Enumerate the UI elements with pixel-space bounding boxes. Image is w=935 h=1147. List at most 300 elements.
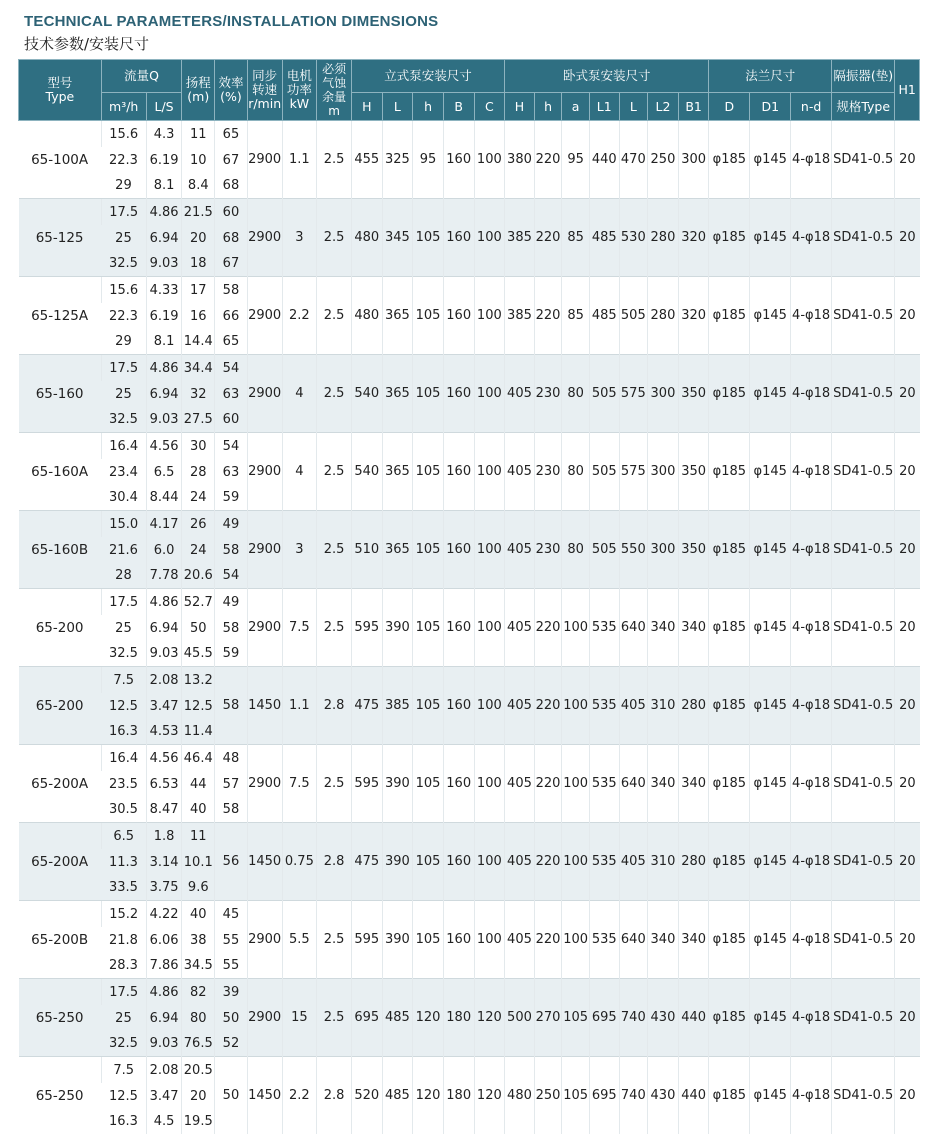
cell-horizontal-dim: 695 (589, 979, 619, 1057)
cell-flow-m3: 15.6 (101, 277, 146, 304)
cell-flow-m3: 32.5 (108, 646, 138, 661)
cell-head: 11 (182, 823, 215, 850)
cell-efficiency: 60 (215, 407, 248, 433)
cell-horizontal-dim: 220 (534, 823, 562, 901)
cell-horizontal-dim: 485 (589, 277, 619, 355)
cell-power: 2.2 (282, 1057, 317, 1135)
cell-flow-m3: 15.0 (101, 511, 146, 538)
cell-horizontal-dim: 485 (589, 199, 619, 277)
cell-head: 46.4 (182, 745, 215, 772)
cell-horizontal-dim: 505 (619, 277, 648, 355)
cell-flange-dim: 4-φ18 (791, 433, 832, 511)
cell-h1: 20 (895, 433, 920, 511)
cell-flow-m3: 32.5 (101, 1031, 146, 1057)
header-head: 扬程 (m) (182, 60, 215, 121)
cell-vertical-dim: 105 (413, 355, 444, 433)
cell-horizontal-dim: 405 (505, 433, 535, 511)
cell-vertical-dim: 100 (474, 589, 505, 667)
cell-vertical-dim: 160 (443, 121, 474, 199)
cell-flow-m3: 12.5 (108, 1088, 138, 1104)
table-row (19, 433, 920, 460)
cell-flange-dim: φ185 (709, 1057, 750, 1135)
cell-flange-dim: φ185 (709, 355, 750, 433)
cell-speed: 2900 (247, 355, 282, 433)
cell-flow-ls: 6.06 (146, 927, 182, 953)
cell-vertical-dim: 160 (443, 433, 474, 511)
cell-horizontal-dim: 500 (505, 979, 535, 1057)
cell-flow-ls: 9.03 (146, 407, 182, 433)
cell-flange-dim: φ145 (750, 433, 791, 511)
cell-npsh: 2.5 (317, 277, 352, 355)
header-h-col: a (562, 93, 590, 121)
cell-horizontal-dim: 220 (534, 121, 562, 199)
cell-horizontal-dim: 740 (619, 979, 648, 1057)
header-v-col: B (443, 93, 474, 121)
cell-horizontal-dim: 405 (505, 745, 535, 823)
cell-flange-dim: φ145 (750, 121, 791, 199)
cell-horizontal-dim: 95 (562, 121, 590, 199)
cell-efficiency: 39 (215, 979, 248, 1006)
cell-vertical-dim: 345 (382, 199, 413, 277)
cell-flow-ls: 8.1 (146, 329, 182, 355)
cell-flow-ls: 7.78 (146, 563, 182, 589)
table-row (19, 589, 920, 616)
cell-flow-m3: 17.5 (101, 355, 146, 382)
header-h-col: h (534, 93, 562, 121)
cell-vertical-dim: 160 (443, 199, 474, 277)
cell-horizontal-dim: 100 (562, 901, 590, 979)
cell-vertical-dim: 390 (382, 745, 413, 823)
cell-vertical-dim: 160 (443, 277, 474, 355)
table-body (19, 121, 920, 1135)
cell-horizontal-dim: 535 (589, 589, 619, 667)
cell-npsh: 2.5 (317, 433, 352, 511)
title-english: TECHNICAL PARAMETERS/INSTALLATION DIMENSIONS (24, 13, 439, 30)
cell-flange-dim: φ185 (709, 433, 750, 511)
cell-horizontal-dim: 535 (589, 901, 619, 979)
cell-flow-ls: 4.22 (146, 901, 182, 928)
cell-npsh: 2.5 (317, 121, 352, 199)
cell-horizontal-dim: 405 (505, 511, 535, 589)
cell-efficiency: 60 (215, 199, 248, 226)
cell-horizontal-dim: 430 (648, 979, 679, 1057)
cell-efficiency: 58 (215, 277, 248, 304)
cell-efficiency: 68 (215, 225, 248, 251)
cell-horizontal-dim: 350 (678, 433, 709, 511)
cell-vertical-dim: 485 (382, 1057, 413, 1135)
header-v-col: C (474, 93, 505, 121)
cell-flow-m3: 16.3 (108, 1114, 138, 1129)
cell-vertical-dim: 105 (413, 199, 444, 277)
cell-vertical-dim: 100 (474, 823, 505, 901)
cell-horizontal-dim: 80 (562, 511, 590, 589)
cell-horizontal-dim: 280 (648, 277, 679, 355)
cell-horizontal-dim: 220 (534, 199, 562, 277)
cell-vertical-dim: 100 (474, 433, 505, 511)
cell-flange-dim: φ145 (750, 199, 791, 277)
cell-horizontal-dim: 340 (648, 901, 679, 979)
cell-vertical-dim: 180 (443, 979, 474, 1057)
cell-efficiency: 55 (215, 953, 248, 979)
cell-isolator: SD41-0.5 (832, 121, 895, 199)
cell-flow-m3: 32.5 (101, 407, 146, 433)
cell-vertical-dim: 475 (351, 823, 382, 901)
cell-flow-m3: 25 (115, 620, 132, 636)
cell-horizontal-dim: 740 (619, 1057, 648, 1135)
cell-vertical-dim: 100 (474, 355, 505, 433)
cell-vertical-dim: 100 (474, 745, 505, 823)
cell-flange-dim: φ145 (750, 277, 791, 355)
header-h1: H1 (895, 60, 920, 121)
cell-flange-dim: 4-φ18 (791, 121, 832, 199)
cell-npsh: 2.5 (317, 199, 352, 277)
cell-flow-m3: 12.5 (101, 693, 146, 719)
header-v-col: h (413, 93, 444, 121)
cell-h1: 20 (895, 979, 920, 1057)
table-row (19, 745, 920, 772)
cell-horizontal-dim: 505 (589, 355, 619, 433)
cell-h1: 20 (895, 823, 920, 901)
cell-isolator: SD41-0.5 (832, 433, 895, 511)
cell-flange-dim: 4-φ18 (791, 277, 832, 355)
header-isolator: 隔振器(垫) (832, 60, 895, 93)
cell-flow-ls: 6.5 (146, 459, 182, 485)
table-row (19, 511, 920, 538)
cell-horizontal-dim: 530 (619, 199, 648, 277)
cell-flow-m3: 15.2 (101, 901, 146, 928)
cell-power: 5.5 (282, 901, 317, 979)
cell-flow-m3: 25 (101, 1005, 146, 1031)
cell-vertical-dim: 120 (413, 979, 444, 1057)
cell-efficiency: 50 (215, 1057, 248, 1135)
cell-vertical-dim: 120 (474, 1057, 505, 1135)
cell-isolator: SD41-0.5 (832, 823, 895, 901)
cell-flow-m3: 17.5 (101, 199, 146, 226)
cell-flange-dim: φ185 (709, 979, 750, 1057)
cell-flange-dim: φ185 (709, 277, 750, 355)
cell-flange-dim: 4-φ18 (791, 1057, 832, 1135)
cell-head: 82 (182, 979, 215, 1006)
cell-head: 11 (182, 121, 215, 148)
cell-speed: 2900 (247, 199, 282, 277)
header-f-col: D1 (750, 93, 791, 121)
cell-vertical-dim: 365 (382, 355, 413, 433)
cell-vertical-dim: 105 (413, 901, 444, 979)
cell-flow-ls: 9.03 (146, 251, 182, 277)
header-flange-dimensions: 法兰尺寸 (709, 60, 832, 93)
cell-flow-m3: 21.6 (101, 537, 146, 563)
cell-flow-ls: 4.56 (146, 433, 182, 460)
cell-horizontal-dim: 340 (678, 589, 709, 667)
cell-vertical-dim: 160 (443, 823, 474, 901)
cell-efficiency: 67 (215, 147, 248, 173)
header-f-col: n-d (791, 93, 832, 121)
cell-head: 8.4 (182, 173, 215, 199)
cell-flow-ls: 4.17 (146, 511, 182, 538)
cell-horizontal-dim: 405 (505, 901, 535, 979)
cell-horizontal-dim: 230 (534, 433, 562, 511)
cell-horizontal-dim: 80 (562, 433, 590, 511)
cell-flange-dim: 4-φ18 (791, 199, 832, 277)
cell-power: 15 (282, 979, 317, 1057)
cell-flow-ls: 4.56 (146, 745, 182, 772)
cell-flow-ls: 6.94 (146, 225, 182, 251)
cell-vertical-dim: 390 (382, 823, 413, 901)
cell-speed: 2900 (247, 121, 282, 199)
cell-head: 34.5 (182, 953, 215, 979)
cell-h1: 20 (895, 667, 920, 745)
cell-horizontal-dim: 340 (648, 589, 679, 667)
cell-h1: 20 (895, 745, 920, 823)
cell-h1: 20 (895, 121, 920, 199)
cell-vertical-dim: 105 (413, 511, 444, 589)
cell-type: 65-160B (19, 511, 102, 589)
cell-type: 65-100A (19, 121, 102, 199)
cell-flange-dim: φ145 (750, 667, 791, 745)
header-h-col: L2 (648, 93, 679, 121)
cell-horizontal-dim: 440 (678, 979, 709, 1057)
cell-head: 80 (182, 1005, 215, 1031)
cell-flow-ls: 2.08 (146, 667, 182, 694)
cell-npsh: 2.5 (317, 901, 352, 979)
cell-flow-m3: 25 (101, 381, 146, 407)
cell-speed: 2900 (247, 589, 282, 667)
table-row (19, 901, 920, 928)
cell-horizontal-dim: 430 (648, 1057, 679, 1135)
cell-vertical-dim: 160 (443, 355, 474, 433)
cell-head: 34.4 (182, 355, 215, 382)
cell-vertical-dim: 390 (382, 901, 413, 979)
header-speed: 同步 转速 r/min (247, 60, 282, 121)
cell-horizontal-dim: 300 (678, 121, 709, 199)
cell-power: 4 (282, 355, 317, 433)
cell-efficiency: 63 (215, 459, 248, 485)
cell-vertical-dim: 385 (382, 667, 413, 745)
cell-vertical-dim: 365 (382, 277, 413, 355)
cell-head: 52.7 (182, 589, 215, 616)
cell-type: 65-200B (19, 901, 102, 979)
cell-type: 65-200A (19, 745, 102, 823)
table-row (19, 823, 920, 850)
cell-head: 20.5 (182, 1057, 215, 1084)
cell-npsh: 2.5 (317, 745, 352, 823)
cell-horizontal-dim: 280 (678, 667, 709, 745)
cell-isolator: SD41-0.5 (832, 511, 895, 589)
cell-npsh: 2.8 (317, 823, 352, 901)
cell-flow-m3: 17.5 (101, 979, 146, 1006)
cell-flow-m3: 28 (101, 563, 146, 589)
cell-efficiency: 59 (215, 485, 248, 511)
cell-horizontal-dim: 575 (619, 433, 648, 511)
cell-head: 13.2 (182, 667, 215, 694)
header-type: 型号 Type (19, 60, 102, 121)
header-horizontal-dimensions: 卧式泵安装尺寸 (505, 60, 709, 93)
cell-horizontal-dim: 280 (678, 823, 709, 901)
cell-speed: 1450 (247, 1057, 282, 1135)
cell-horizontal-dim: 405 (619, 667, 648, 745)
cell-vertical-dim: 365 (382, 511, 413, 589)
cell-flange-dim: 4-φ18 (791, 511, 832, 589)
cell-power: 1.1 (282, 667, 317, 745)
cell-npsh: 2.5 (317, 589, 352, 667)
cell-horizontal-dim: 405 (505, 589, 535, 667)
cell-head: 76.5 (182, 1031, 215, 1057)
cell-vertical-dim: 105 (413, 433, 444, 511)
cell-isolator: SD41-0.5 (832, 901, 895, 979)
cell-horizontal-dim: 340 (678, 745, 709, 823)
cell-horizontal-dim: 220 (534, 667, 562, 745)
cell-horizontal-dim: 250 (534, 1057, 562, 1135)
cell-head: 10.1 (182, 849, 215, 875)
cell-horizontal-dim: 405 (505, 823, 535, 901)
cell-horizontal-dim: 310 (648, 667, 679, 745)
cell-flow-m3: 21.8 (108, 932, 138, 948)
cell-flange-dim: φ185 (709, 589, 750, 667)
cell-flow-m3: 16.3 (101, 719, 146, 745)
cell-flow-m3: 7.5 (101, 667, 146, 694)
cell-type: 65-160A (19, 433, 102, 511)
cell-efficiency: 45 (215, 901, 248, 928)
cell-h1: 20 (895, 589, 920, 667)
cell-vertical-dim: 160 (443, 901, 474, 979)
cell-efficiency: 54 (215, 355, 248, 382)
title-chinese: 技术参数/安装尺寸 (24, 35, 150, 53)
cell-flow-m3: 22.3 (108, 152, 138, 168)
cell-flow-m3: 17.5 (101, 589, 146, 616)
cell-flow-m3: 32.5 (101, 251, 146, 277)
cell-flow-m3: 23.4 (108, 464, 138, 480)
table-row (19, 121, 920, 148)
cell-flange-dim: φ145 (750, 589, 791, 667)
cell-horizontal-dim: 340 (648, 745, 679, 823)
cell-flow-m3: 29 (115, 178, 132, 193)
cell-horizontal-dim: 505 (589, 511, 619, 589)
cell-horizontal-dim: 440 (678, 1057, 709, 1135)
cell-horizontal-dim: 535 (589, 667, 619, 745)
cell-efficiency: 56 (215, 823, 248, 901)
header-flow-m3h: m³/h (101, 93, 146, 121)
cell-vertical-dim: 595 (351, 745, 382, 823)
header-isolator-type: 规格Type (832, 93, 895, 121)
cell-flow-m3: 15.6 (101, 121, 146, 148)
cell-flange-dim: 4-φ18 (791, 589, 832, 667)
cell-vertical-dim: 120 (413, 1057, 444, 1135)
cell-vertical-dim: 105 (413, 667, 444, 745)
cell-horizontal-dim: 85 (562, 277, 590, 355)
cell-horizontal-dim: 470 (619, 121, 648, 199)
cell-horizontal-dim: 535 (589, 823, 619, 901)
cell-flow-m3: 30.5 (108, 802, 138, 817)
cell-horizontal-dim: 380 (505, 121, 535, 199)
table-row (19, 355, 920, 382)
cell-flow-ls: 3.75 (146, 875, 182, 901)
cell-h1: 20 (895, 901, 920, 979)
cell-npsh: 2.5 (317, 355, 352, 433)
cell-flow-ls: 8.44 (146, 485, 182, 511)
table-row (19, 1057, 920, 1084)
cell-speed: 2900 (247, 745, 282, 823)
cell-horizontal-dim: 320 (678, 277, 709, 355)
cell-flow-m3: 7.5 (101, 1057, 146, 1084)
cell-horizontal-dim: 340 (678, 901, 709, 979)
cell-vertical-dim: 160 (443, 745, 474, 823)
cell-vertical-dim: 100 (474, 199, 505, 277)
cell-flow-m3: 6.5 (101, 823, 146, 850)
cell-efficiency: 67 (215, 251, 248, 277)
cell-flange-dim: φ185 (709, 745, 750, 823)
cell-power: 0.75 (282, 823, 317, 901)
cell-flow-ls: 4.86 (146, 355, 182, 382)
cell-flow-ls: 3.14 (146, 849, 182, 875)
cell-flange-dim: φ145 (750, 979, 791, 1057)
cell-speed: 2900 (247, 277, 282, 355)
cell-horizontal-dim: 220 (534, 277, 562, 355)
cell-head: 18 (182, 251, 215, 277)
cell-flow-ls: 1.8 (146, 823, 182, 850)
cell-efficiency: 68 (215, 173, 248, 199)
cell-head: 40 (182, 797, 215, 823)
cell-h1: 20 (895, 277, 920, 355)
cell-vertical-dim: 100 (474, 121, 505, 199)
table-row (19, 667, 920, 694)
cell-head: 12.5 (182, 693, 215, 719)
header-f-col: D (709, 93, 750, 121)
cell-efficiency: 54 (215, 563, 248, 589)
cell-flow-ls: 7.86 (146, 953, 182, 979)
cell-vertical-dim: 100 (474, 901, 505, 979)
cell-vertical-dim: 595 (351, 589, 382, 667)
cell-flange-dim: 4-φ18 (791, 979, 832, 1057)
cell-head: 17 (182, 277, 215, 304)
cell-flow-ls: 6.19 (146, 303, 182, 329)
cell-flange-dim: φ145 (750, 355, 791, 433)
cell-head: 32 (182, 381, 215, 407)
cell-npsh: 2.5 (317, 979, 352, 1057)
cell-horizontal-dim: 250 (648, 121, 679, 199)
cell-efficiency: 58 (215, 537, 248, 563)
cell-type: 65-250 (19, 979, 102, 1057)
cell-flow-ls: 4.86 (146, 589, 182, 616)
cell-head: 28 (182, 459, 215, 485)
cell-vertical-dim: 105 (413, 823, 444, 901)
cell-speed: 1450 (247, 823, 282, 901)
cell-efficiency: 58 (215, 797, 248, 823)
cell-vertical-dim: 105 (413, 589, 444, 667)
cell-horizontal-dim: 350 (678, 511, 709, 589)
cell-horizontal-dim: 220 (534, 589, 562, 667)
cell-vertical-dim: 160 (443, 589, 474, 667)
cell-flow-ls: 8.1 (146, 173, 182, 199)
cell-horizontal-dim: 280 (648, 199, 679, 277)
cell-head: 20 (182, 1083, 215, 1109)
cell-h1: 20 (895, 511, 920, 589)
cell-vertical-dim: 100 (474, 511, 505, 589)
header-vertical-dimensions: 立式泵安装尺寸 (351, 60, 504, 93)
cell-flow-ls: 4.3 (146, 121, 182, 148)
cell-head: 10 (182, 147, 215, 173)
cell-flow-ls: 6.19 (146, 147, 182, 173)
cell-head: 21.5 (182, 199, 215, 226)
cell-vertical-dim: 540 (351, 433, 382, 511)
cell-horizontal-dim: 85 (562, 199, 590, 277)
cell-flange-dim: 4-φ18 (791, 355, 832, 433)
header-h-col: L (619, 93, 648, 121)
cell-type: 65-250 (19, 1057, 102, 1135)
cell-horizontal-dim: 385 (505, 277, 535, 355)
cell-flange-dim: φ145 (750, 823, 791, 901)
cell-flow-ls: 6.53 (146, 771, 182, 797)
cell-efficiency: 49 (215, 511, 248, 538)
